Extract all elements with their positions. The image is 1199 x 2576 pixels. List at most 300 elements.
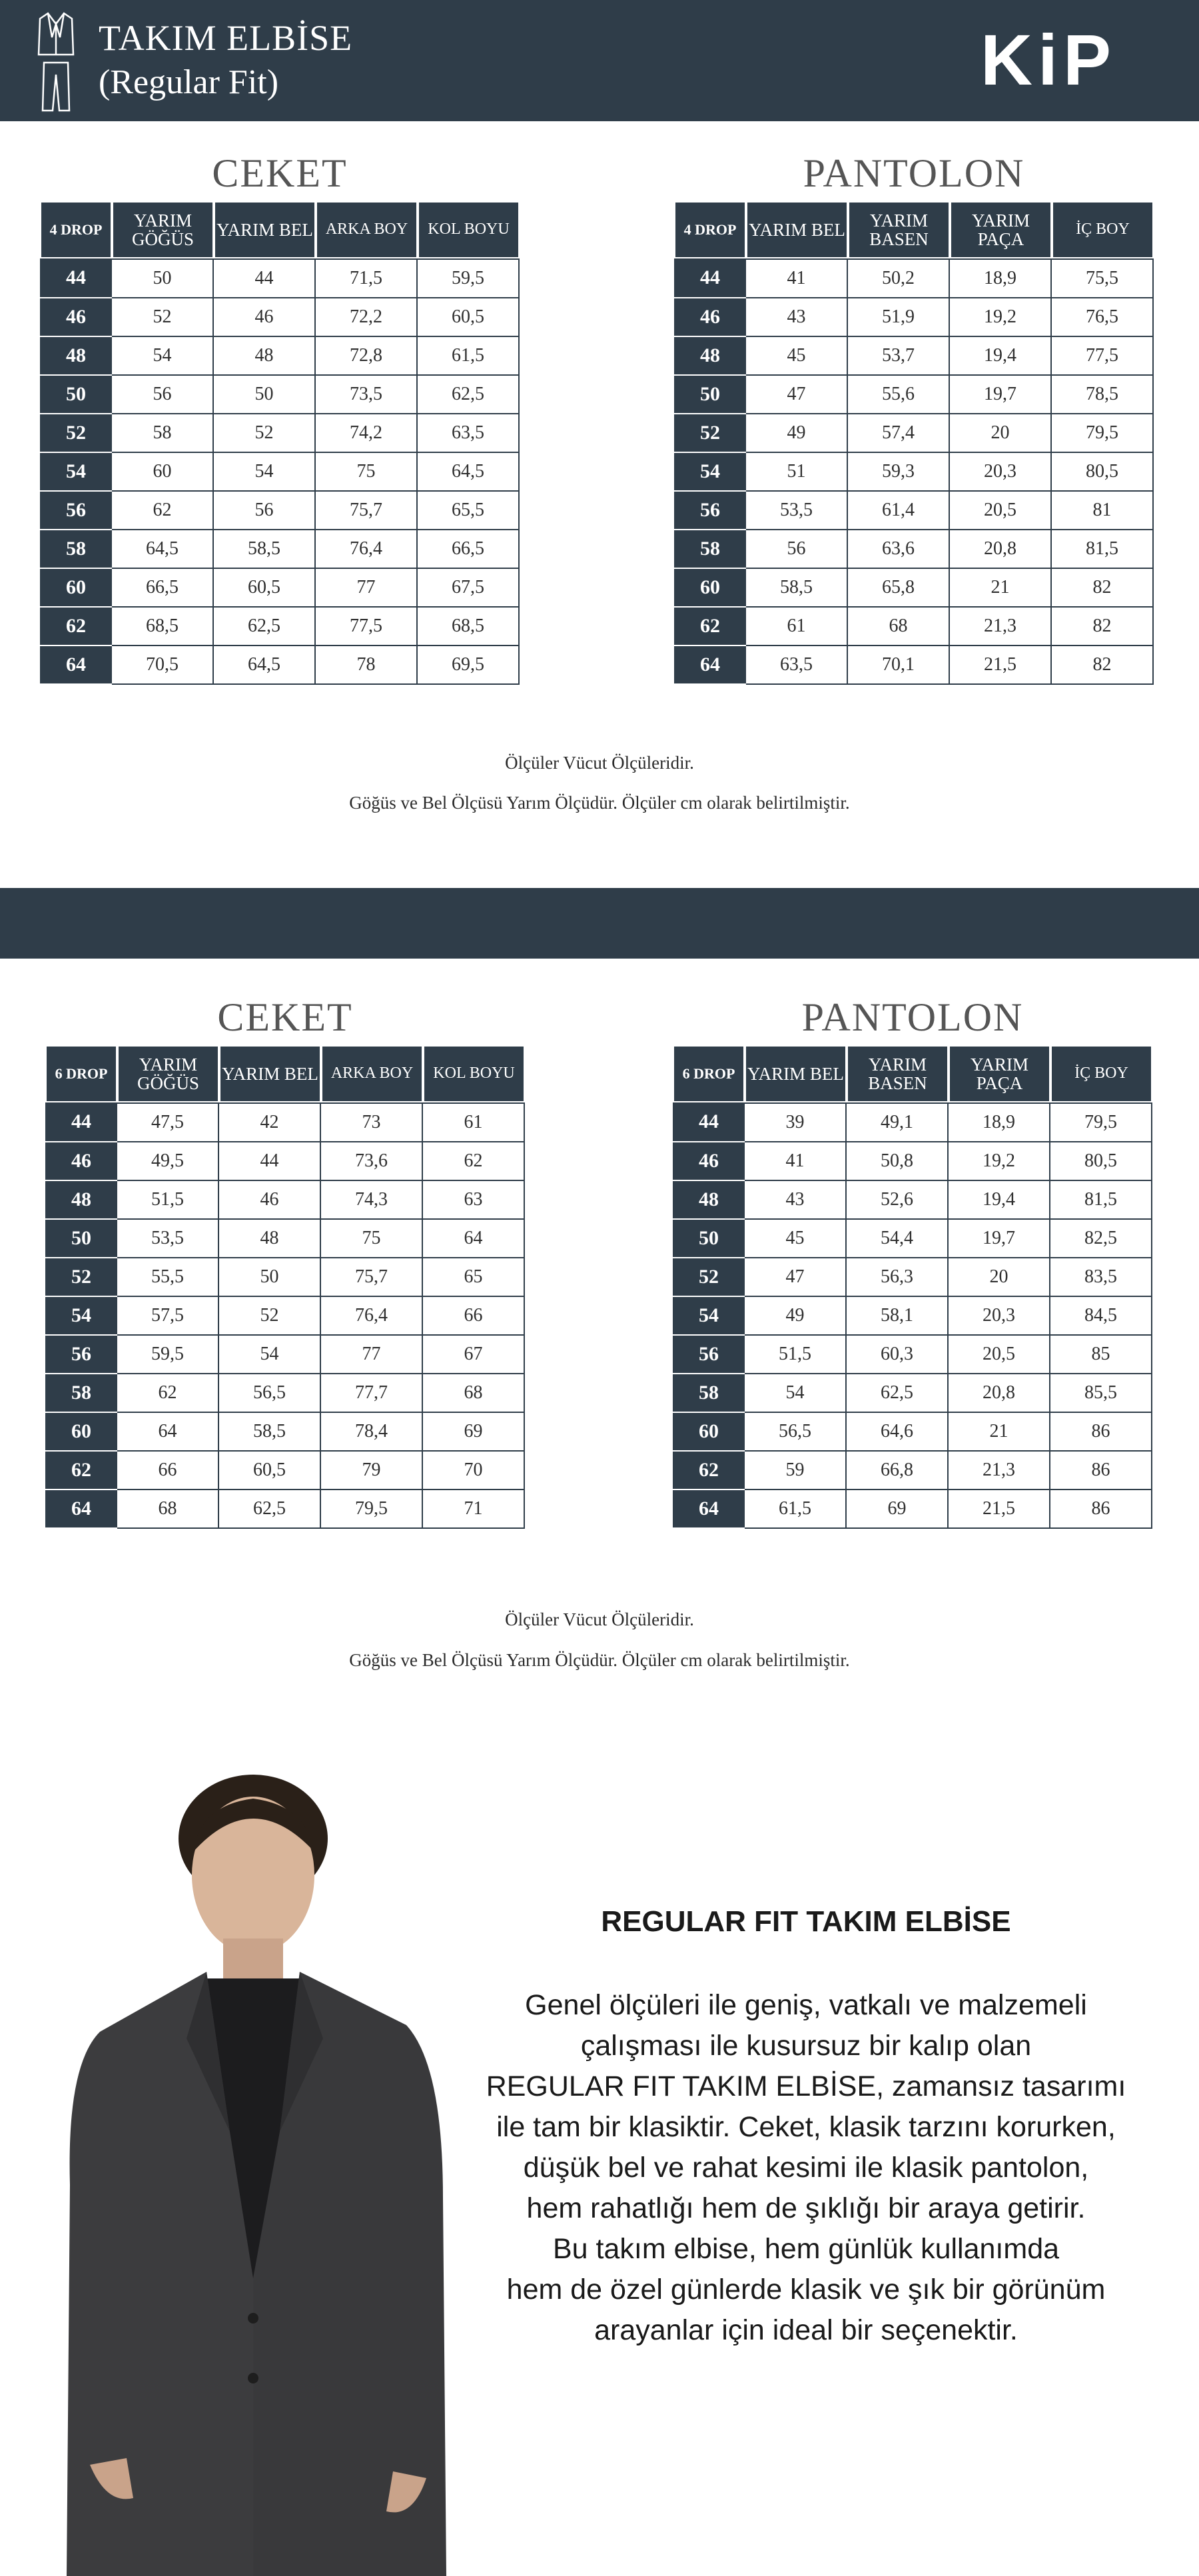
size-cell: 48: [673, 1181, 745, 1220]
size-cell: 64: [40, 646, 112, 685]
value-cell: 71: [423, 1490, 525, 1529]
value-cell: 59,5: [418, 258, 520, 298]
value-cell: 47,5: [117, 1102, 219, 1142]
size-cell: 46: [674, 298, 746, 337]
size-cell: 62: [674, 608, 746, 646]
value-cell: 54: [112, 337, 214, 376]
value-cell: 82: [1052, 569, 1154, 608]
size-cell: 48: [40, 337, 112, 376]
size-cell: 64: [673, 1490, 745, 1529]
value-cell: 50: [112, 258, 214, 298]
size-cell: 56: [45, 1336, 117, 1374]
size-cell: 54: [673, 1297, 745, 1336]
value-cell: 77: [316, 569, 418, 608]
value-cell: 66: [117, 1452, 219, 1490]
value-cell: 85: [1050, 1336, 1152, 1374]
size-cell: 56: [674, 492, 746, 530]
value-cell: 79,5: [1050, 1102, 1152, 1142]
value-cell: 75,5: [1052, 258, 1154, 298]
table-row: [673, 1413, 1152, 1452]
value-cell: 70,5: [112, 646, 214, 685]
value-cell: 19,4: [949, 1181, 1050, 1220]
description-title: REGULAR FIT TAKIM ELBİSE: [601, 1905, 1011, 1938]
value-cell: 61,5: [745, 1490, 847, 1529]
value-cell: 61: [423, 1102, 525, 1142]
value-cell: 47: [746, 376, 848, 414]
value-cell: 62: [112, 492, 214, 530]
size-cell: 60: [45, 1413, 117, 1452]
pants-6drop-title: PANTOLON: [801, 995, 1024, 1039]
table-row: [674, 337, 1154, 376]
value-cell: 60,5: [418, 298, 520, 337]
table-row: [40, 414, 520, 453]
size-cell: 60: [40, 569, 112, 608]
value-cell: 64,5: [112, 530, 214, 569]
value-cell: 19,2: [949, 1142, 1050, 1181]
value-cell: 81: [1052, 492, 1154, 530]
value-cell: 55,6: [848, 376, 950, 414]
pants-6drop-header-3: YARIM PAÇA: [949, 1045, 1050, 1102]
value-cell: 49,5: [117, 1142, 219, 1181]
size-cell: 58: [45, 1374, 117, 1413]
value-cell: 50: [214, 376, 316, 414]
size-cell: 52: [40, 414, 112, 453]
table-row: [674, 453, 1154, 492]
size-cell: 48: [674, 337, 746, 376]
value-cell: 49: [745, 1297, 847, 1336]
table-row: [40, 453, 520, 492]
table-row: [673, 1181, 1152, 1220]
table-row: [45, 1413, 525, 1452]
value-cell: 19,7: [949, 1220, 1050, 1258]
size-cell: 50: [674, 376, 746, 414]
size-cell: 44: [674, 258, 746, 298]
value-cell: 64,5: [214, 646, 316, 685]
pants-4drop-table: [674, 201, 1154, 685]
value-cell: 39: [745, 1102, 847, 1142]
jacket-6drop-header-0: 6 DROP: [45, 1045, 117, 1102]
value-cell: 64,5: [418, 453, 520, 492]
value-cell: 54,4: [847, 1220, 949, 1258]
value-cell: 54: [219, 1336, 321, 1374]
value-cell: 58,5: [214, 530, 316, 569]
value-cell: 82: [1052, 646, 1154, 685]
size-cell: 62: [45, 1452, 117, 1490]
value-cell: 21,5: [949, 1490, 1050, 1529]
value-cell: 43: [746, 298, 848, 337]
value-cell: 59,5: [117, 1336, 219, 1374]
value-cell: 52: [112, 298, 214, 337]
value-cell: 51,9: [848, 298, 950, 337]
value-cell: 79: [321, 1452, 423, 1490]
value-cell: 60,5: [219, 1452, 321, 1490]
pants-4drop-header-2: YARIM BASEN: [848, 201, 950, 258]
jacket-6drop-header-1: YARIM GÖĞÜS: [117, 1045, 219, 1102]
value-cell: 78,5: [1052, 376, 1154, 414]
value-cell: 56: [214, 492, 316, 530]
value-cell: 56,5: [745, 1413, 847, 1452]
table-row: [45, 1336, 525, 1374]
table-row: [674, 646, 1154, 685]
value-cell: 20,8: [950, 530, 1052, 569]
table-row: [673, 1374, 1152, 1413]
description-line: Genel ölçüleri ile geniş, vatkalı ve malzemeli: [525, 1989, 1087, 2021]
section-divider-bar: [0, 888, 1199, 959]
description-line: arayanlar için ideal bir seçenektir.: [594, 2314, 1018, 2346]
value-cell: 77,7: [321, 1374, 423, 1413]
jacket-4drop-table: [40, 201, 520, 685]
value-cell: 51,5: [117, 1181, 219, 1220]
value-cell: 68: [117, 1490, 219, 1529]
value-cell: 21,3: [949, 1452, 1050, 1490]
table-row: [673, 1297, 1152, 1336]
value-cell: 18,9: [950, 258, 1052, 298]
value-cell: 68,5: [112, 608, 214, 646]
value-cell: 51,5: [745, 1336, 847, 1374]
value-cell: 62,5: [214, 608, 316, 646]
value-cell: 21: [950, 569, 1052, 608]
value-cell: 54: [745, 1374, 847, 1413]
value-cell: 82: [1052, 608, 1154, 646]
value-cell: 67: [423, 1336, 525, 1374]
table-row: [40, 376, 520, 414]
table-row: [674, 298, 1154, 337]
size-cell: 52: [673, 1258, 745, 1297]
value-cell: 20,3: [949, 1297, 1050, 1336]
value-cell: 20: [950, 414, 1052, 453]
value-cell: 66,8: [847, 1452, 949, 1490]
value-cell: 75,7: [321, 1258, 423, 1297]
value-cell: 86: [1050, 1413, 1152, 1452]
value-cell: 57,4: [848, 414, 950, 453]
pants-4drop-title: PANTOLON: [803, 151, 1025, 195]
table-row: [673, 1452, 1152, 1490]
brand-logo: KiP: [981, 19, 1117, 100]
size-cell: 58: [673, 1374, 745, 1413]
size-cell: 50: [40, 376, 112, 414]
value-cell: 50,2: [848, 258, 950, 298]
size-cell: 46: [40, 298, 112, 337]
value-cell: 63,6: [848, 530, 950, 569]
size-cell: 54: [40, 453, 112, 492]
jacket-4drop-header-0: 4 DROP: [40, 201, 112, 258]
note-body-measurements-2: Ölçüler Vücut Ölçüleridir.: [505, 1609, 694, 1629]
table-row: [40, 258, 520, 298]
jacket-6drop-header-4: KOL BOYU: [423, 1045, 525, 1102]
size-cell: 44: [40, 258, 112, 298]
value-cell: 67,5: [418, 569, 520, 608]
size-cell: 64: [45, 1490, 117, 1529]
table-row: [40, 492, 520, 530]
table-row: [45, 1490, 525, 1529]
header-subtitle: (Regular Fit): [99, 63, 279, 101]
size-cell: 52: [45, 1258, 117, 1297]
description-line: çalışması ile kusursuz bir kalıp olan: [580, 2030, 1032, 2062]
table-row: [673, 1490, 1152, 1529]
table-row: [45, 1452, 525, 1490]
value-cell: 54: [214, 453, 316, 492]
value-cell: 77,5: [316, 608, 418, 646]
value-cell: 73,6: [321, 1142, 423, 1181]
value-cell: 78,4: [321, 1413, 423, 1452]
value-cell: 63: [423, 1181, 525, 1220]
size-cell: 50: [673, 1220, 745, 1258]
value-cell: 20,5: [949, 1336, 1050, 1374]
table-row: [674, 569, 1154, 608]
size-cell: 62: [40, 608, 112, 646]
description-line: düşük bel ve rahat kesimi ile klasik pantolon,: [523, 2152, 1089, 2184]
jacket-4drop-header-4: KOL BOYU: [418, 201, 520, 258]
value-cell: 86: [1050, 1452, 1152, 1490]
value-cell: 48: [214, 337, 316, 376]
value-cell: 44: [214, 258, 316, 298]
value-cell: 52,6: [847, 1181, 949, 1220]
size-cell: 64: [674, 646, 746, 685]
value-cell: 52: [219, 1297, 321, 1336]
pants-4drop-header-1: YARIM BEL: [746, 201, 848, 258]
size-cell: 56: [40, 492, 112, 530]
value-cell: 66,5: [112, 569, 214, 608]
value-cell: 57,5: [117, 1297, 219, 1336]
note-half-measure-2: Göğüs ve Bel Ölçüsü Yarım Ölçüdür. Ölçüler cm olarak belirtilmiştir.: [349, 1650, 850, 1670]
table-row: [674, 376, 1154, 414]
value-cell: 52: [214, 414, 316, 453]
header-title: TAKIM ELBİSE: [99, 18, 353, 58]
table-row: [40, 298, 520, 337]
pants-6drop-table: [673, 1045, 1152, 1529]
size-cell: 60: [674, 569, 746, 608]
value-cell: 76,4: [321, 1297, 423, 1336]
value-cell: 74,2: [316, 414, 418, 453]
value-cell: 56,5: [219, 1374, 321, 1413]
value-cell: 20,5: [950, 492, 1052, 530]
value-cell: 81,5: [1052, 530, 1154, 569]
value-cell: 62,5: [219, 1490, 321, 1529]
value-cell: 81,5: [1050, 1181, 1152, 1220]
value-cell: 43: [745, 1181, 847, 1220]
value-cell: 62,5: [847, 1374, 949, 1413]
value-cell: 86: [1050, 1490, 1152, 1529]
value-cell: 70,1: [848, 646, 950, 685]
value-cell: 46: [214, 298, 316, 337]
value-cell: 76,4: [316, 530, 418, 569]
value-cell: 66,5: [418, 530, 520, 569]
value-cell: 83,5: [1050, 1258, 1152, 1297]
table-row: [40, 337, 520, 376]
value-cell: 56,3: [847, 1258, 949, 1297]
value-cell: 72,8: [316, 337, 418, 376]
value-cell: 21,3: [950, 608, 1052, 646]
table-row: [674, 258, 1154, 298]
value-cell: 41: [746, 258, 848, 298]
size-cell: 44: [45, 1102, 117, 1142]
size-cell: 52: [674, 414, 746, 453]
table-row: [674, 414, 1154, 453]
table-row: [40, 646, 520, 685]
value-cell: 56: [746, 530, 848, 569]
table-row: [40, 569, 520, 608]
table-row: [673, 1258, 1152, 1297]
value-cell: 50,8: [847, 1142, 949, 1181]
size-cell: 44: [673, 1102, 745, 1142]
jacket-4drop-header-3: ARKA BOY: [316, 201, 418, 258]
value-cell: 61,5: [418, 337, 520, 376]
pants-4drop-header-3: YARIM PAÇA: [950, 201, 1052, 258]
suit-icon: [37, 11, 75, 112]
value-cell: 65: [423, 1258, 525, 1297]
value-cell: 65,8: [848, 569, 950, 608]
table-row: [673, 1102, 1152, 1142]
table-row: [45, 1258, 525, 1297]
size-cell: 58: [40, 530, 112, 569]
value-cell: 20,8: [949, 1374, 1050, 1413]
value-cell: 41: [745, 1142, 847, 1181]
value-cell: 85,5: [1050, 1374, 1152, 1413]
value-cell: 75: [321, 1220, 423, 1258]
model-photo: [53, 1759, 466, 2576]
pants-6drop-header-4: İÇ BOY: [1050, 1045, 1152, 1102]
value-cell: 68: [848, 608, 950, 646]
table-row: [674, 530, 1154, 569]
value-cell: 69: [847, 1490, 949, 1529]
value-cell: 63,5: [418, 414, 520, 453]
value-cell: 21,5: [950, 646, 1052, 685]
pants-6drop-header-1: YARIM BEL: [745, 1045, 847, 1102]
value-cell: 53,5: [746, 492, 848, 530]
header-bar: [0, 0, 1199, 121]
table-row: [40, 530, 520, 569]
size-cell: 46: [673, 1142, 745, 1181]
value-cell: 55,5: [117, 1258, 219, 1297]
table-row: [674, 608, 1154, 646]
value-cell: 80,5: [1050, 1142, 1152, 1181]
value-cell: 42: [219, 1102, 321, 1142]
value-cell: 69: [423, 1413, 525, 1452]
value-cell: 61,4: [848, 492, 950, 530]
value-cell: 68: [423, 1374, 525, 1413]
value-cell: 64: [423, 1220, 525, 1258]
description-line: Bu takım elbise, hem günlük kullanımda: [552, 2233, 1060, 2265]
value-cell: 84,5: [1050, 1297, 1152, 1336]
value-cell: 45: [745, 1220, 847, 1258]
note-half-measure: Göğüs ve Bel Ölçüsü Yarım Ölçüdür. Ölçüler cm olarak belirtilmiştir.: [349, 793, 850, 813]
value-cell: 61: [746, 608, 848, 646]
size-cell: 48: [45, 1181, 117, 1220]
value-cell: 50: [219, 1258, 321, 1297]
value-cell: 63,5: [746, 646, 848, 685]
value-cell: 20: [949, 1258, 1050, 1297]
value-cell: 48: [219, 1220, 321, 1258]
jacket-6drop-header-3: ARKA BOY: [321, 1045, 423, 1102]
value-cell: 62: [117, 1374, 219, 1413]
table-row: [45, 1297, 525, 1336]
table-row: [673, 1336, 1152, 1374]
jacket-4drop-header-1: YARIM GÖĞÜS: [112, 201, 214, 258]
description-line: hem de özel günlerde klasik ve şık bir görünüm: [506, 2274, 1106, 2306]
jacket-6drop-title: CEKET: [217, 995, 353, 1039]
table-row: [45, 1181, 525, 1220]
value-cell: 64: [117, 1413, 219, 1452]
value-cell: 77: [321, 1336, 423, 1374]
value-cell: 53,7: [848, 337, 950, 376]
value-cell: 79,5: [1052, 414, 1154, 453]
value-cell: 74,3: [321, 1181, 423, 1220]
table-row: [45, 1374, 525, 1413]
value-cell: 71,5: [316, 258, 418, 298]
value-cell: 21: [949, 1413, 1050, 1452]
value-cell: 58: [112, 414, 214, 453]
value-cell: 65,5: [418, 492, 520, 530]
value-cell: 58,5: [746, 569, 848, 608]
value-cell: 19,2: [950, 298, 1052, 337]
value-cell: 69,5: [418, 646, 520, 685]
value-cell: 79,5: [321, 1490, 423, 1529]
jacket-6drop-table: [45, 1045, 525, 1529]
description-line: REGULAR FIT TAKIM ELBİSE, zamansız tasarımı: [486, 2070, 1126, 2102]
value-cell: 73: [321, 1102, 423, 1142]
value-cell: 56: [112, 376, 214, 414]
value-cell: 62,5: [418, 376, 520, 414]
value-cell: 20,3: [950, 453, 1052, 492]
value-cell: 68,5: [418, 608, 520, 646]
value-cell: 82,5: [1050, 1220, 1152, 1258]
size-cell: 62: [673, 1452, 745, 1490]
value-cell: 72,2: [316, 298, 418, 337]
value-cell: 49,1: [847, 1102, 949, 1142]
value-cell: 60: [112, 453, 214, 492]
table-row: [40, 608, 520, 646]
description-line: ile tam bir klasiktir. Ceket, klasik tarzını korurken,: [496, 2111, 1116, 2143]
value-cell: 70: [423, 1452, 525, 1490]
value-cell: 60,3: [847, 1336, 949, 1374]
table-row: [674, 492, 1154, 530]
table-row: [673, 1220, 1152, 1258]
value-cell: 59,3: [848, 453, 950, 492]
jacket-4drop-title: CEKET: [212, 151, 348, 195]
value-cell: 73,5: [316, 376, 418, 414]
value-cell: 49: [746, 414, 848, 453]
value-cell: 19,4: [950, 337, 1052, 376]
size-cell: 54: [674, 453, 746, 492]
value-cell: 75: [316, 453, 418, 492]
pants-6drop-header-2: YARIM BASEN: [847, 1045, 949, 1102]
table-row: [45, 1220, 525, 1258]
value-cell: 47: [745, 1258, 847, 1297]
value-cell: 58,5: [219, 1413, 321, 1452]
jacket-4drop-header-2: YARIM BEL: [214, 201, 316, 258]
size-cell: 56: [673, 1336, 745, 1374]
pants-4drop-header-4: İÇ BOY: [1052, 201, 1154, 258]
value-cell: 45: [746, 337, 848, 376]
jacket-6drop-header-2: YARIM BEL: [219, 1045, 321, 1102]
size-cell: 60: [673, 1413, 745, 1452]
size-cell: 50: [45, 1220, 117, 1258]
value-cell: 64,6: [847, 1413, 949, 1452]
description-body: [460, 1985, 1152, 2351]
value-cell: 51: [746, 453, 848, 492]
value-cell: 77,5: [1052, 337, 1154, 376]
value-cell: 19,7: [950, 376, 1052, 414]
note-body-measurements: Ölçüler Vücut Ölçüleridir.: [505, 753, 694, 773]
value-cell: 60,5: [214, 569, 316, 608]
pants-6drop-header-0: 6 DROP: [673, 1045, 745, 1102]
table-row: [45, 1142, 525, 1181]
table-row: [45, 1102, 525, 1142]
size-cell: 54: [45, 1297, 117, 1336]
value-cell: 46: [219, 1181, 321, 1220]
value-cell: 53,5: [117, 1220, 219, 1258]
value-cell: 44: [219, 1142, 321, 1181]
